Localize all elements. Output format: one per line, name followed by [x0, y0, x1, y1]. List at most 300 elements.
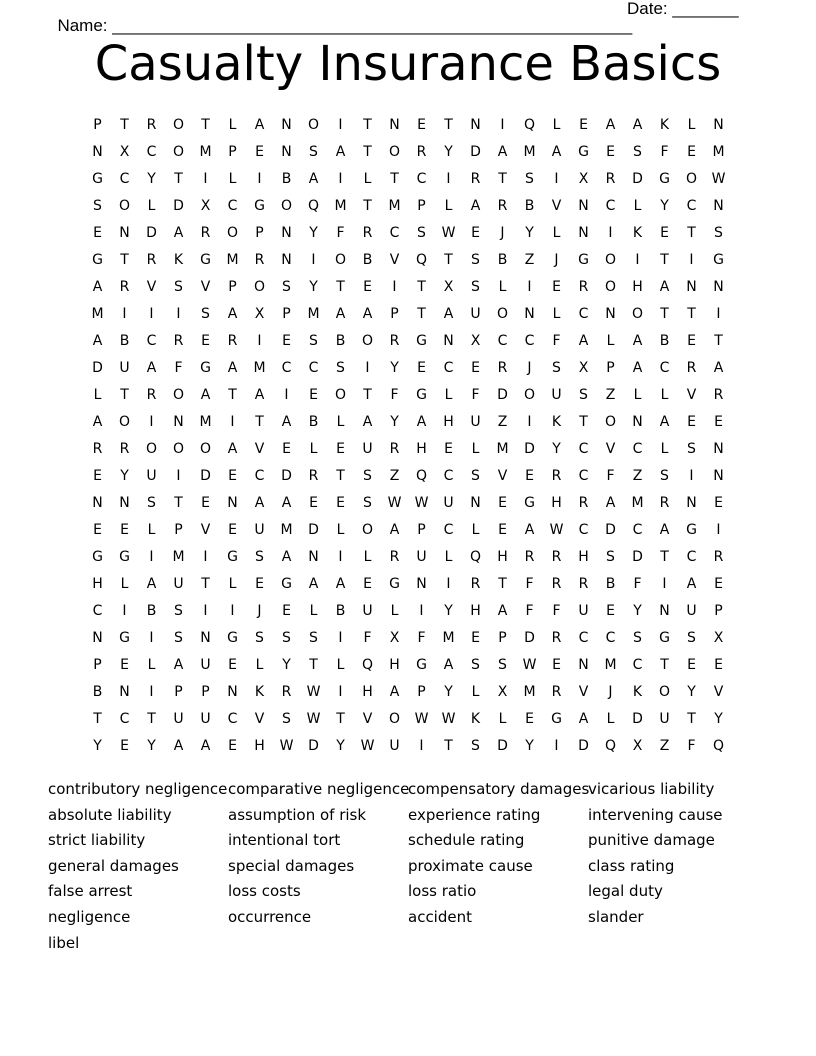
grid-letter[interactable]: L	[336, 413, 345, 430]
grid-letter[interactable]: P	[390, 305, 399, 322]
grid-letter[interactable]: L	[336, 521, 345, 538]
grid-letter[interactable]: G	[200, 251, 211, 268]
grid-letter[interactable]: A	[605, 494, 616, 511]
grid-letter[interactable]: A	[227, 359, 238, 376]
grid-letter[interactable]: T	[417, 305, 426, 322]
grid-letter[interactable]: S	[255, 629, 264, 646]
grid-letter[interactable]: A	[470, 197, 481, 214]
grid-letter[interactable]: E	[309, 494, 318, 511]
grid-letter[interactable]: Y	[552, 440, 561, 457]
grid-letter[interactable]: L	[633, 197, 642, 214]
grid-letter[interactable]: R	[605, 170, 616, 187]
grid-letter[interactable]: C	[146, 332, 157, 349]
grid-letter[interactable]: E	[228, 467, 237, 484]
grid-letter[interactable]: G	[416, 386, 427, 403]
grid-letter[interactable]: F	[174, 359, 183, 376]
grid-letter[interactable]: I	[689, 467, 694, 484]
grid-letter[interactable]: S	[552, 359, 561, 376]
grid-letter[interactable]: O	[631, 305, 644, 322]
grid-letter[interactable]: B	[281, 170, 292, 187]
grid-letter[interactable]: B	[308, 413, 319, 430]
grid-letter[interactable]: P	[417, 683, 426, 700]
grid-letter[interactable]: E	[93, 224, 102, 241]
grid-letter[interactable]: G	[119, 629, 130, 646]
grid-letter[interactable]: Y	[147, 170, 156, 187]
grid-letter[interactable]: E	[687, 332, 696, 349]
grid-letter[interactable]: C	[416, 170, 427, 187]
grid-letter[interactable]: T	[579, 413, 588, 430]
grid-letter[interactable]: A	[416, 413, 427, 430]
grid-letter[interactable]: M	[307, 305, 320, 322]
grid-letter[interactable]: E	[471, 359, 480, 376]
grid-letter[interactable]: S	[606, 548, 615, 565]
grid-letter[interactable]: N	[92, 494, 103, 511]
grid-letter[interactable]: A	[389, 683, 400, 700]
grid-letter[interactable]: A	[443, 305, 454, 322]
grid-letter[interactable]: X	[200, 197, 211, 214]
grid-letter[interactable]: A	[92, 278, 103, 295]
grid-letter[interactable]: F	[633, 575, 642, 592]
grid-letter[interactable]: Q	[604, 737, 617, 754]
grid-letter[interactable]: O	[604, 413, 617, 430]
grid-letter[interactable]: N	[605, 305, 616, 322]
grid-letter[interactable]: I	[392, 278, 397, 295]
grid-letter[interactable]: A	[632, 116, 643, 133]
grid-letter[interactable]: I	[446, 575, 451, 592]
grid-letter[interactable]: S	[363, 467, 372, 484]
grid-letter[interactable]: N	[281, 224, 292, 241]
grid-letter[interactable]: V	[713, 683, 724, 700]
grid-letter[interactable]: G	[416, 656, 427, 673]
grid-letter[interactable]: I	[149, 683, 154, 700]
grid-letter[interactable]: A	[173, 224, 184, 241]
grid-letter[interactable]: D	[308, 521, 319, 538]
grid-letter[interactable]: K	[659, 116, 670, 133]
grid-letter[interactable]: L	[606, 710, 615, 727]
grid-letter[interactable]: N	[281, 143, 292, 160]
grid-letter[interactable]: S	[471, 656, 480, 673]
grid-letter[interactable]: E	[579, 116, 588, 133]
grid-letter[interactable]: H	[578, 548, 589, 565]
grid-letter[interactable]: E	[282, 602, 291, 619]
grid-letter[interactable]: M	[496, 440, 509, 457]
grid-letter[interactable]: Q	[712, 737, 725, 754]
grid-letter[interactable]: V	[254, 710, 265, 727]
grid-letter[interactable]: V	[497, 467, 508, 484]
grid-letter[interactable]: Z	[497, 413, 508, 430]
grid-letter[interactable]: N	[92, 143, 103, 160]
grid-letter[interactable]: E	[417, 359, 426, 376]
grid-letter[interactable]: T	[363, 143, 372, 160]
grid-letter[interactable]: E	[363, 575, 372, 592]
grid-letter[interactable]: U	[686, 602, 697, 619]
grid-letter[interactable]: Y	[309, 278, 318, 295]
grid-letter[interactable]: H	[551, 494, 562, 511]
grid-letter[interactable]: L	[471, 683, 480, 700]
grid-letter[interactable]: O	[172, 440, 185, 457]
grid-letter[interactable]: R	[578, 575, 589, 592]
grid-letter[interactable]: S	[309, 629, 318, 646]
grid-letter[interactable]: W	[522, 656, 537, 673]
grid-letter[interactable]: R	[200, 224, 211, 241]
grid-letter[interactable]: P	[282, 305, 291, 322]
grid-letter[interactable]: U	[443, 494, 454, 511]
grid-letter[interactable]: R	[578, 494, 589, 511]
grid-letter[interactable]: N	[200, 629, 211, 646]
grid-letter[interactable]: E	[471, 224, 480, 241]
grid-letter[interactable]: C	[146, 143, 157, 160]
grid-letter[interactable]: C	[227, 710, 238, 727]
grid-letter[interactable]: T	[660, 251, 669, 268]
grid-letter[interactable]: C	[443, 521, 454, 538]
grid-letter[interactable]: L	[309, 602, 318, 619]
grid-letter[interactable]: N	[713, 440, 724, 457]
grid-letter[interactable]: Y	[336, 737, 345, 754]
grid-letter[interactable]: G	[227, 548, 238, 565]
grid-letter[interactable]: E	[93, 521, 102, 538]
grid-letter[interactable]: G	[524, 494, 535, 511]
grid-letter[interactable]: B	[524, 197, 535, 214]
grid-letter[interactable]: E	[687, 413, 696, 430]
grid-letter[interactable]: N	[713, 197, 724, 214]
grid-letter[interactable]: O	[226, 224, 239, 241]
grid-letter[interactable]: R	[281, 683, 292, 700]
grid-letter[interactable]: T	[444, 737, 453, 754]
grid-letter[interactable]: D	[200, 467, 211, 484]
grid-letter[interactable]: S	[282, 278, 291, 295]
grid-letter[interactable]: U	[416, 548, 427, 565]
grid-letter[interactable]: C	[389, 224, 400, 241]
grid-letter[interactable]: F	[390, 386, 399, 403]
grid-letter[interactable]: O	[334, 251, 347, 268]
grid-letter[interactable]: E	[471, 629, 480, 646]
grid-letter[interactable]: Y	[93, 737, 102, 754]
grid-letter[interactable]: I	[662, 575, 667, 592]
grid-letter[interactable]: M	[199, 143, 212, 160]
grid-letter[interactable]: S	[633, 143, 642, 160]
grid-letter[interactable]: C	[578, 467, 589, 484]
grid-letter[interactable]: A	[551, 143, 562, 160]
grid-letter[interactable]: E	[120, 737, 129, 754]
grid-letter[interactable]: Y	[390, 359, 399, 376]
grid-letter[interactable]: G	[281, 575, 292, 592]
grid-letter[interactable]: I	[365, 359, 370, 376]
grid-letter[interactable]: R	[551, 629, 562, 646]
grid-letter[interactable]: A	[254, 116, 265, 133]
grid-letter[interactable]: A	[389, 521, 400, 538]
grid-letter[interactable]: E	[228, 737, 237, 754]
grid-letter[interactable]: L	[633, 386, 642, 403]
grid-letter[interactable]: H	[497, 548, 508, 565]
grid-letter[interactable]: P	[228, 143, 237, 160]
grid-letter[interactable]: S	[309, 332, 318, 349]
grid-letter[interactable]: G	[551, 710, 562, 727]
grid-letter[interactable]: N	[227, 494, 238, 511]
grid-letter[interactable]: U	[173, 575, 184, 592]
grid-letter[interactable]: T	[660, 548, 669, 565]
grid-letter[interactable]: G	[686, 521, 697, 538]
grid-letter[interactable]: R	[146, 116, 157, 133]
grid-letter[interactable]: N	[686, 278, 697, 295]
grid-letter[interactable]: M	[604, 656, 617, 673]
grid-letter[interactable]: E	[201, 494, 210, 511]
grid-letter[interactable]: E	[714, 575, 723, 592]
grid-letter[interactable]: L	[120, 575, 129, 592]
grid-letter[interactable]: N	[119, 224, 130, 241]
grid-letter[interactable]: A	[92, 332, 103, 349]
grid-letter[interactable]: T	[660, 305, 669, 322]
grid-letter[interactable]: R	[119, 440, 130, 457]
grid-letter[interactable]: S	[147, 494, 156, 511]
grid-letter[interactable]: D	[308, 737, 319, 754]
grid-letter[interactable]: S	[687, 440, 696, 457]
grid-letter[interactable]: A	[335, 575, 346, 592]
grid-letter[interactable]: Y	[525, 224, 534, 241]
grid-letter[interactable]: N	[470, 116, 481, 133]
grid-letter[interactable]: L	[444, 386, 453, 403]
grid-letter[interactable]: S	[471, 467, 480, 484]
grid-letter[interactable]: T	[498, 170, 507, 187]
grid-letter[interactable]: T	[687, 305, 696, 322]
grid-letter[interactable]: I	[716, 305, 721, 322]
grid-letter[interactable]: L	[471, 521, 480, 538]
grid-letter[interactable]: U	[200, 710, 211, 727]
grid-letter[interactable]: D	[281, 467, 292, 484]
grid-letter[interactable]: W	[711, 170, 726, 187]
grid-letter[interactable]: P	[93, 656, 102, 673]
grid-letter[interactable]: E	[606, 602, 615, 619]
grid-letter[interactable]: I	[230, 413, 235, 430]
grid-letter[interactable]: I	[203, 548, 208, 565]
date-field-label[interactable]: Date: _______	[627, 0, 739, 18]
grid-letter[interactable]: Y	[147, 737, 156, 754]
grid-letter[interactable]: V	[200, 278, 211, 295]
grid-letter[interactable]: I	[527, 278, 532, 295]
grid-letter[interactable]: L	[498, 710, 507, 727]
grid-letter[interactable]: O	[172, 116, 185, 133]
grid-letter[interactable]: K	[254, 683, 265, 700]
grid-letter[interactable]: L	[660, 440, 669, 457]
grid-letter[interactable]: I	[176, 467, 181, 484]
grid-letter[interactable]: C	[632, 521, 643, 538]
grid-letter[interactable]: W	[549, 521, 564, 538]
grid-letter[interactable]: R	[389, 440, 400, 457]
grid-letter[interactable]: G	[92, 548, 103, 565]
grid-letter[interactable]: R	[173, 332, 184, 349]
grid-letter[interactable]: J	[554, 251, 559, 268]
grid-letter[interactable]: H	[632, 278, 643, 295]
grid-letter[interactable]: R	[362, 224, 373, 241]
grid-letter[interactable]: I	[419, 737, 424, 754]
grid-letter[interactable]: G	[713, 251, 724, 268]
grid-letter[interactable]: O	[172, 143, 185, 160]
grid-letter[interactable]: S	[174, 629, 183, 646]
grid-letter[interactable]: A	[362, 305, 373, 322]
grid-letter[interactable]: O	[118, 197, 131, 214]
grid-letter[interactable]: S	[282, 629, 291, 646]
grid-letter[interactable]: R	[551, 575, 562, 592]
grid-letter[interactable]: C	[281, 359, 292, 376]
grid-letter[interactable]: M	[523, 143, 536, 160]
grid-letter[interactable]: T	[120, 116, 129, 133]
grid-letter[interactable]: A	[200, 386, 211, 403]
grid-letter[interactable]: N	[281, 116, 292, 133]
grid-letter[interactable]: L	[552, 116, 561, 133]
grid-letter[interactable]: M	[199, 413, 212, 430]
grid-letter[interactable]: A	[92, 413, 103, 430]
grid-letter[interactable]: Y	[687, 683, 696, 700]
grid-letter[interactable]: E	[714, 494, 723, 511]
grid-letter[interactable]: M	[334, 197, 347, 214]
grid-letter[interactable]: O	[118, 413, 131, 430]
grid-letter[interactable]: T	[336, 710, 345, 727]
grid-letter[interactable]: E	[228, 656, 237, 673]
grid-letter[interactable]: X	[578, 170, 589, 187]
grid-letter[interactable]: X	[119, 143, 130, 160]
grid-letter[interactable]: C	[119, 710, 130, 727]
grid-letter[interactable]: A	[605, 116, 616, 133]
grid-letter[interactable]: K	[470, 710, 481, 727]
grid-letter[interactable]: S	[255, 548, 264, 565]
grid-letter[interactable]: L	[228, 575, 237, 592]
grid-letter[interactable]: O	[604, 278, 617, 295]
grid-letter[interactable]: S	[363, 494, 372, 511]
grid-letter[interactable]: A	[524, 521, 535, 538]
grid-letter[interactable]: F	[687, 737, 696, 754]
grid-letter[interactable]: S	[336, 359, 345, 376]
grid-letter[interactable]: O	[388, 710, 401, 727]
grid-letter[interactable]: T	[93, 710, 102, 727]
grid-letter[interactable]: F	[417, 629, 426, 646]
grid-letter[interactable]: D	[632, 170, 643, 187]
grid-letter[interactable]: L	[228, 170, 237, 187]
grid-letter[interactable]: N	[713, 278, 724, 295]
grid-letter[interactable]: P	[417, 521, 426, 538]
grid-letter[interactable]: X	[389, 629, 400, 646]
grid-letter[interactable]: H	[470, 602, 481, 619]
grid-letter[interactable]: R	[551, 467, 562, 484]
grid-letter[interactable]: D	[497, 737, 508, 754]
grid-letter[interactable]: N	[308, 548, 319, 565]
grid-letter[interactable]: D	[524, 440, 535, 457]
grid-letter[interactable]: O	[253, 278, 266, 295]
grid-letter[interactable]: B	[335, 332, 346, 349]
grid-letter[interactable]: E	[525, 710, 534, 727]
grid-letter[interactable]: J	[608, 683, 613, 700]
grid-letter[interactable]: E	[120, 521, 129, 538]
grid-letter[interactable]: E	[228, 521, 237, 538]
grid-letter[interactable]: U	[146, 467, 157, 484]
grid-letter[interactable]: G	[578, 143, 589, 160]
grid-letter[interactable]: O	[685, 170, 698, 187]
grid-letter[interactable]: I	[257, 170, 262, 187]
grid-letter[interactable]: D	[92, 359, 103, 376]
grid-letter[interactable]: L	[336, 656, 345, 673]
grid-letter[interactable]: E	[660, 224, 669, 241]
grid-letter[interactable]: E	[282, 332, 291, 349]
grid-letter[interactable]: U	[659, 710, 670, 727]
grid-letter[interactable]: H	[443, 413, 454, 430]
grid-letter[interactable]: N	[470, 494, 481, 511]
grid-letter[interactable]: E	[255, 143, 264, 160]
grid-letter[interactable]: R	[578, 278, 589, 295]
grid-letter[interactable]: A	[443, 656, 454, 673]
grid-letter[interactable]: R	[470, 170, 481, 187]
grid-letter[interactable]: X	[443, 278, 454, 295]
grid-letter[interactable]: S	[525, 170, 534, 187]
grid-letter[interactable]: M	[712, 143, 725, 160]
grid-letter[interactable]: M	[388, 197, 401, 214]
grid-letter[interactable]: I	[689, 251, 694, 268]
grid-letter[interactable]: E	[552, 656, 561, 673]
grid-letter[interactable]: S	[471, 737, 480, 754]
grid-letter[interactable]: Q	[415, 467, 428, 484]
grid-letter[interactable]: Y	[390, 413, 399, 430]
grid-letter[interactable]: A	[308, 170, 319, 187]
grid-letter[interactable]: C	[605, 629, 616, 646]
grid-letter[interactable]: I	[446, 170, 451, 187]
grid-letter[interactable]: O	[604, 251, 617, 268]
grid-letter[interactable]: F	[552, 602, 561, 619]
grid-letter[interactable]: S	[579, 386, 588, 403]
grid-letter[interactable]: Q	[415, 251, 428, 268]
grid-letter[interactable]: I	[257, 332, 262, 349]
grid-letter[interactable]: L	[660, 386, 669, 403]
grid-letter[interactable]: L	[147, 197, 156, 214]
grid-letter[interactable]: A	[578, 710, 589, 727]
grid-letter[interactable]: A	[227, 440, 238, 457]
grid-letter[interactable]: D	[632, 548, 643, 565]
grid-letter[interactable]: V	[146, 278, 157, 295]
grid-letter[interactable]: S	[201, 305, 210, 322]
grid-letter[interactable]: A	[659, 278, 670, 295]
grid-letter[interactable]: T	[120, 386, 129, 403]
grid-letter[interactable]: N	[119, 683, 130, 700]
grid-letter[interactable]: N	[578, 656, 589, 673]
grid-letter[interactable]: V	[254, 440, 265, 457]
grid-letter[interactable]: C	[497, 332, 508, 349]
grid-letter[interactable]: U	[389, 737, 400, 754]
grid-letter[interactable]: E	[498, 494, 507, 511]
grid-letter[interactable]: R	[686, 359, 697, 376]
grid-letter[interactable]: A	[308, 575, 319, 592]
grid-letter[interactable]: G	[119, 548, 130, 565]
grid-letter[interactable]: W	[414, 494, 429, 511]
grid-letter[interactable]: L	[147, 656, 156, 673]
grid-letter[interactable]: I	[635, 251, 640, 268]
grid-letter[interactable]: G	[92, 170, 103, 187]
grid-letter[interactable]: I	[338, 683, 343, 700]
grid-letter[interactable]: A	[335, 143, 346, 160]
grid-letter[interactable]: K	[632, 683, 643, 700]
grid-letter[interactable]: F	[525, 602, 534, 619]
grid-letter[interactable]: O	[307, 116, 320, 133]
grid-letter[interactable]: P	[201, 683, 210, 700]
grid-letter[interactable]: I	[230, 602, 235, 619]
grid-letter[interactable]: L	[606, 332, 615, 349]
grid-letter[interactable]: Q	[307, 197, 320, 214]
grid-letter[interactable]: U	[578, 602, 589, 619]
grid-letter[interactable]: N	[227, 683, 238, 700]
grid-letter[interactable]: J	[500, 224, 505, 241]
grid-letter[interactable]: N	[578, 224, 589, 241]
grid-letter[interactable]: E	[336, 494, 345, 511]
grid-letter[interactable]: B	[146, 602, 157, 619]
grid-letter[interactable]: S	[282, 710, 291, 727]
grid-letter[interactable]: B	[362, 251, 373, 268]
grid-letter[interactable]: F	[336, 224, 345, 241]
grid-letter[interactable]: A	[686, 575, 697, 592]
